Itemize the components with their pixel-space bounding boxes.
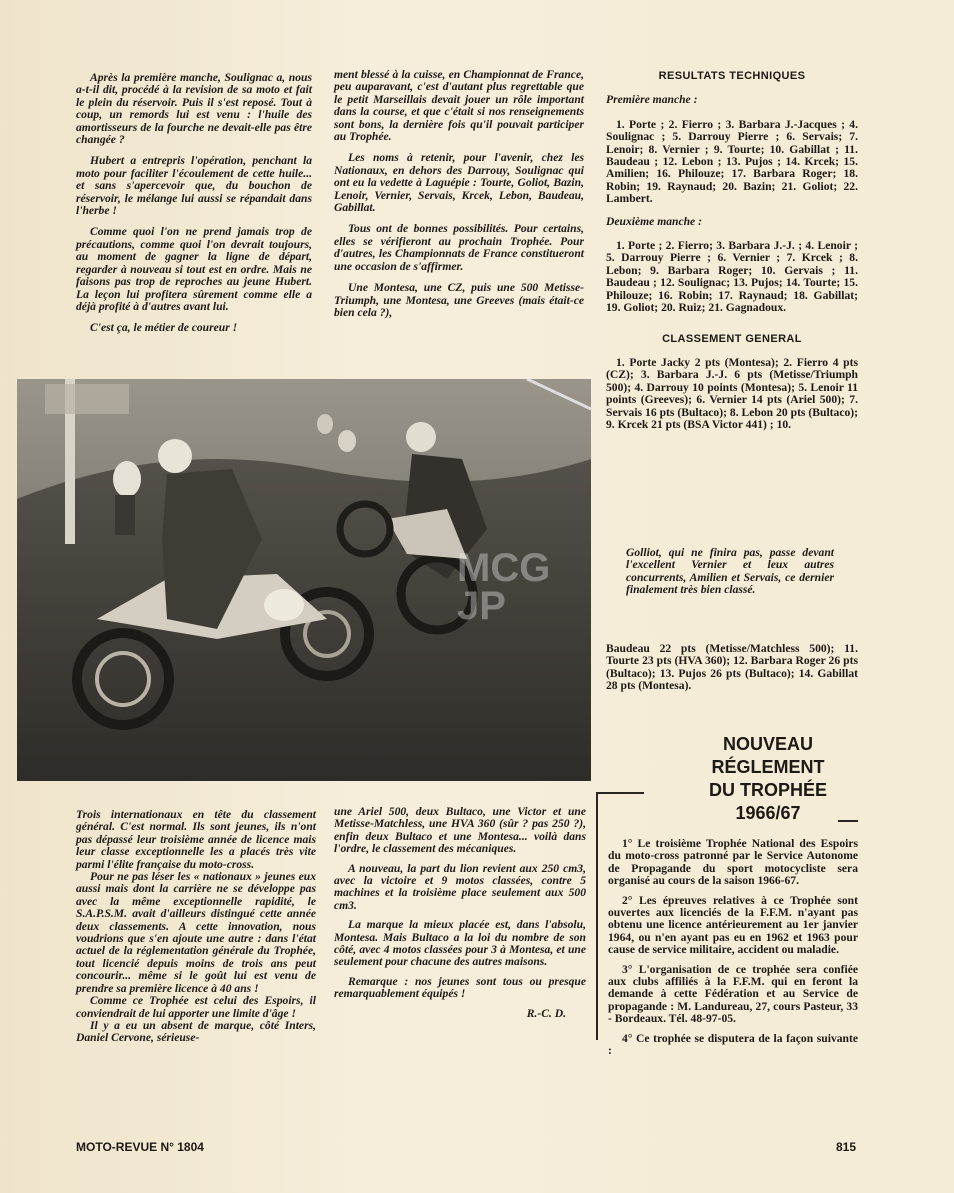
rule-item: 1° Le troisième Trophée National des Espoirs du moto-cross patronné par le Service Autonome de Propagande du sport motocycliste sera organisé au cours de la saison 1966-67. xyxy=(608,837,858,888)
title-line: RÉGLEMENT xyxy=(711,757,825,777)
paragraph: Les noms à retenir, pour l'avenir, chez les Nationaux, en dehors des Darrouy, Soulignac qui ont eu la vedette à Laguépie : Tourte, Goliot, Bazin, Lenoir, Vernier, Servais, Krcek, Lebon, Baudeau, Gabillat. xyxy=(334,151,584,215)
paragraph: Il y a eu un absent de marque, côté Inters, Daniel Cervone, sérieuse- xyxy=(76,1018,316,1045)
paragraph: Remarque : nos jeunes sont tous ou presque remarquablement équipés ! xyxy=(334,974,586,1001)
rules-column xyxy=(608,838,858,1065)
title-line: NOUVEAU xyxy=(722,734,813,754)
results-heading: RESULTATS TECHNIQUES xyxy=(658,70,806,82)
article-column-4 xyxy=(334,806,586,1027)
second-heat-label: Deuxième manche : xyxy=(606,214,702,228)
paragraph: A nouveau, la part du lion revient aux 250 cm3, avec la victoire et 9 motos classées, contre 5 machines et la troisième place seulement aux 500 cm3. xyxy=(334,861,586,912)
article-column-3 xyxy=(76,809,316,1045)
paragraph: Après la première manche, Soulignac a, nous a-t-il dit, procédé à la revision de sa moto et fait le plein du réservoir. Puis il s'est reposé. Tout à coup, un remords lui est venu : l'huile des amortisseurs de la fourche ne devait-elle pas être changée ? xyxy=(76,71,312,147)
paragraph: Une Montesa, une CZ, puis une 500 Metisse-Triumph, une Montesa, une Greeves (mais était-ce bien cela ?), xyxy=(334,281,584,319)
second-heat-results: 1. Porte ; 2. Fierro; 3. Barbara J.-J. ; 4. Lenoir ; 5. Darrouy Pierre ; 6. Vernier ; 7. Krcek ; 8. Lebon; 9. Barbara Roger; 10. Gervais ; 11. Baudeau ; 12. Soulignac; 13. Pujos; 14. Tourte; 15. Philouze; 16. Robin; 17. Raynaud; 18. Gabillat; 19. Goliot; 20. Ruiz; 21. Gagnadoux. xyxy=(606,239,858,315)
first-heat-label: Première manche : xyxy=(606,93,698,107)
paragraph: Comme ce Trophée est celui des Espoirs, il conviendrait de lui apporter une limite d'âge ! xyxy=(76,994,316,1020)
divider xyxy=(838,820,858,822)
rule-item: 4° Ce trophée se disputera de la façon suivante : xyxy=(608,1031,858,1058)
general-ranking: 1. Porte Jacky 2 pts (Montesa); 2. Fierro 4 pts (CZ); 3. Barbara J.-J. 6 pts (Metisse/Triumph 500); 4. Darrouy 10 points (Montesa); 5. Lenoir 11 points (Greeves); 6. Vernier 14 pts (Ariel 500); 7. Servais 16 pts (Bultaco); 8. Lebon 20 pts (Bultaco); 9. Krcek 21 pts (BSA Victor 441) ; 10. xyxy=(606,355,858,431)
article-column-2 xyxy=(334,69,584,328)
general-ranking-heading: CLASSEMENT GENERAL xyxy=(662,332,802,345)
author-signature: R.-C. D. xyxy=(526,1006,566,1020)
paragraph: ment blessé à la cuisse, en Championnat de France, peu auparavant, c'est d'autant plus regrettable que le petit Marseillais devait jouer un rôle important dans la course, et que c'était si nos renseignements sont bons, la dernière fois qu'il pouvait participer au Trophée. xyxy=(334,68,584,144)
paragraph: La marque la mieux placée est, dans l'absolu, Montesa. Mais Bultaco a la loi du nombre de son côté, avec 4 motos classées pour 3 à Montesa, et une seulement pour chacune des autres maisons. xyxy=(334,918,586,969)
paragraph: Trois internationaux en tête du classement général. C'est normal. Ils sont jeunes, ils n'ont pas dépassé leur troisième année de licence mais leur classe exceptionnelle les a placés très vite parmi l'élite française du moto-cross. xyxy=(76,808,316,871)
paragraph: Comme quoi l'on ne prend jamais trop de précautions, comme quoi l'on devrait toujours, au moment de gagner la ligne de départ, regarder à nouveau si tout est en ordre. Mais ne faisons pas trop de reproches au jeune Hubert. La leçon lui profitera sûrement comme elle a déjà profité à d'autres avant lui. xyxy=(76,225,312,313)
section-title xyxy=(700,733,836,825)
watermark: MCG JP xyxy=(457,546,551,628)
race-photo xyxy=(17,379,591,781)
divider xyxy=(596,792,644,794)
first-heat-results: 1. Porte ; 2. Fierro ; 3. Barbara J.-Jacques ; 4. Soulignac ; 5. Darrouy Pierre ; 6. Servais; 7. Lenoir; 8. Vernier ; 9. Tourte; 10. Gabillat ; 11. Baudeau ; 12. Lebon ; 13. Pujos ; 14. Krcek; 15. Amilien; 16. Philouze; 17. Barbara Roger; 18. Robin; 19. Raynaud; 20. Bazin; 21. Goliot; 22. Lambert. xyxy=(606,117,858,206)
paragraph: Hubert a entrepris l'opération, penchant la moto pour faciliter l'écoulement de cette huile... et sans s'apercevoir que, du bouchon de réservoir, le mélange lui aussi se répandait dans l'herbe ! xyxy=(76,154,312,218)
footer-magazine-issue: MOTO-REVUE N° 1804 xyxy=(76,1140,204,1154)
rule-item: 3° L'organisation de ce trophée sera confiée aux clubs affiliés à la F.F.M. qui en feront la demande à cette Fédération et au Service de propagande : M. Landureau, 27, cours Pasteur, 33 - Bordeaux. Tél. 48-97-05. xyxy=(608,962,858,1026)
paragraph: Pour ne pas léser les « nationaux » jeunes eux aussi mais dont la carrière ne se développe pas avec la même exceptionnelle rapidité, le S.A.P.S.M. avait d'ailleurs distingué cette année deux classements. A cette innovation, nous voudrions que s'en ajoute une autre : dans l'état actuel de la réglementation générale du Trophée, tout licencié depuis moins de trois ans peut concourir... même si le goût lui est venu de prendre sa première licence à 40 ans ! xyxy=(76,870,316,995)
footer-page-number: 815 xyxy=(836,1140,857,1154)
title-line: DU TROPHÉE xyxy=(708,780,827,800)
paragraph: Tous ont de bonnes possibilités. Pour certains, elles se vérifieront au prochain Trophée. Pour d'autres, les Championnats de France constitueront une occasion de s'affirmer. xyxy=(334,222,584,273)
caption-text: Golliot, qui ne finira pas, passe devant l'excellent Vernier et leux autres concurrents, Amilien et Servais, ce dernier finalement très bien classé. xyxy=(626,546,834,597)
divider xyxy=(596,792,598,1040)
article-column-1 xyxy=(76,72,312,344)
general-ranking-continued xyxy=(606,643,858,693)
paragraph: une Ariel 500, deux Bultaco, une Victor et une Metisse-Matchless, une HVA 360 (sûr ? pas 250 ?), enfin deux Bultaco et une Montesa... voilà dans l'ordre, le classement des mécaniques. xyxy=(334,805,586,856)
paragraph: C'est ça, le métier de coureur ! xyxy=(90,321,238,335)
ranking-continued-text: Baudeau 22 pts (Metisse/Matchless 500); 11. Tourte 23 pts (HVA 360); 12. Barbara Roger 26 pts (Bultaco); 13. Pujos 26 pts (Bultaco); 14. Gabillat 28 pts (Montesa). xyxy=(606,642,858,693)
rule-item: 2° Les épreuves relatives à ce Trophée sont ouvertes aux licenciés de la F.F.M. n'ayant pas obtenu une licence antérieurement au 1er janvier 1964, ou n'en ayant pas eu en 1962 et 1963 pour cause de service militaire, accident ou maladie. xyxy=(608,893,858,957)
title-line: 1966/67 xyxy=(735,803,801,823)
photo-caption xyxy=(626,547,834,597)
results-column xyxy=(606,70,858,437)
